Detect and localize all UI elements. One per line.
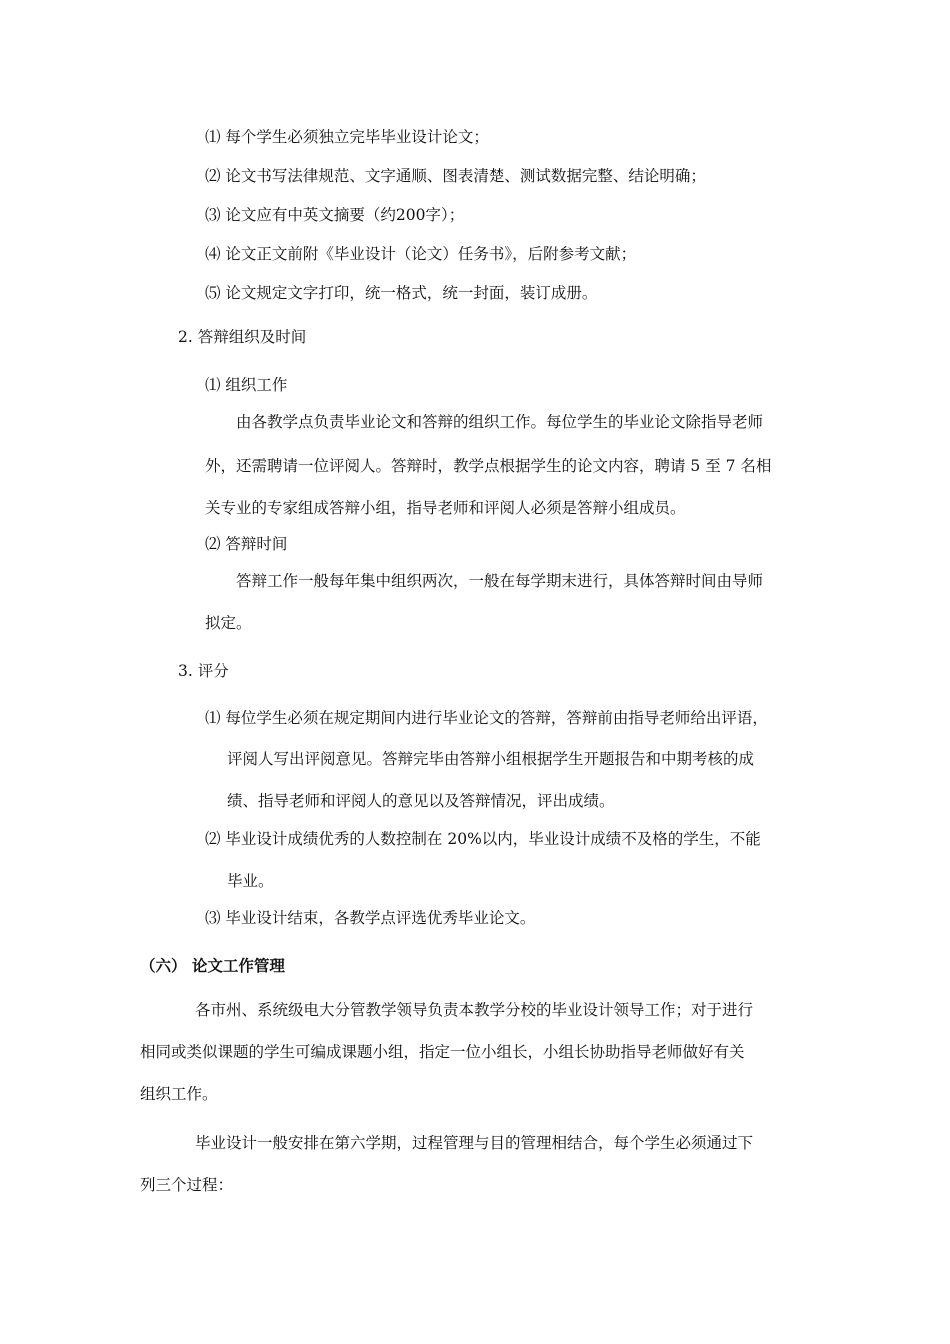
management-heading: （六） 论文工作管理 — [140, 956, 285, 975]
grading-heading: 3. 评分 — [178, 662, 229, 680]
grading-item-line: 评阅人写出评阅意见。答辩完毕由答辩小组根据学生开题报告和中期考核的成 — [227, 750, 755, 768]
list-item: ⑷ 论文正文前附《毕业设计（论文）任务书》，后附参考文献； — [205, 245, 637, 263]
time-paragraph-line: 答辩工作一般每年集中组织两次，一般在每学期末进行，具体答辩时间由导师 — [236, 572, 764, 590]
time-subheading: ⑵ 答辩时间 — [205, 535, 288, 553]
grading-item-line: 毕业。 — [227, 872, 274, 890]
defense-heading: 2. 答辩组织及时间 — [178, 328, 307, 346]
management-paragraph-line: 各市州、系统级电大分管教学领导负责本教学分校的毕业设计领导工作；对于进行 — [195, 1001, 754, 1019]
grading-item-line: ⑵ 毕业设计成绩优秀的人数控制在 20%以内，毕业设计成绩不及格的学生，不能 — [205, 830, 761, 848]
list-item: ⑶ 论文应有中英文摘要（约200字）； — [205, 206, 465, 224]
org-paragraph-line: 外，还需聘请一位评阅人。答辩时，教学点根据学生的论文内容，聘请 5 至 7 名相 — [205, 457, 772, 475]
management-paragraph-line: 组织工作。 — [140, 1085, 218, 1103]
management-paragraph-line: 毕业设计一般安排在第六学期，过程管理与目的管理相结合，每个学生必须通过下 — [195, 1134, 754, 1152]
list-item: ⑸ 论文规定文字打印，统一格式，统一封面，装订成册。 — [205, 284, 598, 302]
org-paragraph-line: 由各教学点负责毕业论文和答辩的组织工作。每位学生的毕业论文除指导老师 — [236, 413, 764, 431]
grading-item-line: 绩、指导老师和评阅人的意见以及答辩情况，评出成绩。 — [227, 792, 615, 810]
grading-item-line: ⑴ 每位学生必须在规定期间内进行毕业论文的答辩，答辩前由指导老师给出评语， — [205, 709, 768, 727]
management-paragraph-line: 相同或类似课题的学生可编成课题小组，指定一位小组长，小组长协助指导老师做好有关 — [140, 1043, 745, 1061]
grading-item-line: ⑶ 毕业设计结束，各教学点评选优秀毕业论文。 — [205, 909, 536, 927]
list-item: ⑵ 论文书写法律规范、文字通顺、图表清楚、测试数据完整、结论明确； — [205, 167, 706, 185]
list-item: ⑴ 每个学生必须独立完毕毕业设计论文； — [205, 128, 489, 146]
time-paragraph-line: 拟定。 — [205, 614, 252, 632]
org-paragraph-line: 关专业的专家组成答辩小组，指导老师和评阅人必须是答辩小组成员。 — [205, 499, 686, 517]
org-subheading: ⑴ 组织工作 — [205, 376, 288, 394]
management-paragraph-line: 列三个过程： — [140, 1176, 234, 1194]
